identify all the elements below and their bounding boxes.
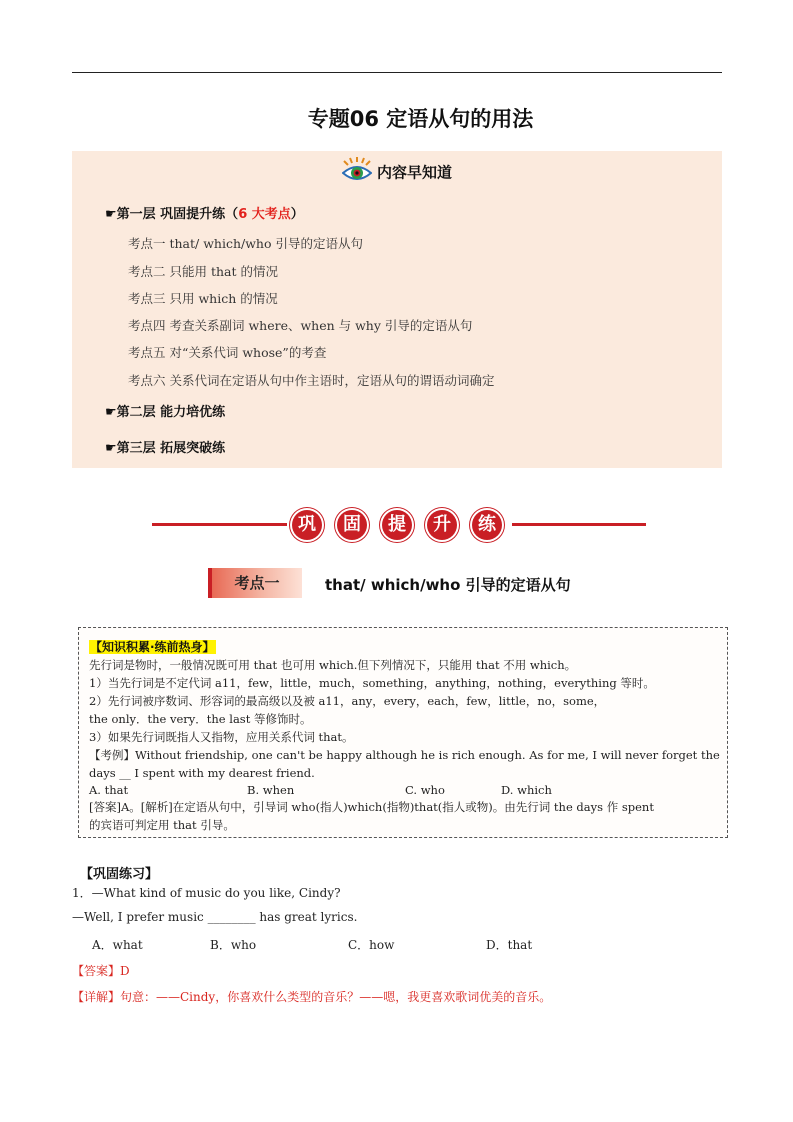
banner-char-4: 升: [427, 510, 457, 540]
knowledge-box: [78, 627, 728, 838]
banner-line-right: [512, 523, 646, 526]
answer: 【答案】D: [72, 964, 130, 978]
point-4: 考点四 考查关系副词 where、when 与 why 引导的定语从句: [128, 318, 473, 333]
banner-char-2: 固: [337, 510, 367, 540]
contents-summary-box: [72, 151, 722, 468]
knowledge-tag-text: 【知识积累·练前热身】: [90, 640, 215, 654]
level-1-label: ☛第一层 巩固提升练（: [105, 207, 239, 222]
page-title: 专题06 定语从句的用法: [307, 107, 534, 131]
banner-char-1: 巩: [292, 510, 322, 540]
example-line-2: days __ I spent with my dearest friend.: [89, 766, 315, 780]
knowledge-line-1: 先行词是物时，一般情况既可用 that 也可用 which.但下列情况下，只能用 that 不用 which。: [89, 658, 577, 672]
point-1: 考点一 that/ which/who 引导的定语从句: [128, 236, 363, 251]
kaodian-tab: [208, 568, 302, 598]
knowledge-tag: [89, 636, 216, 655]
summary-heading-text: 内容早知道: [377, 163, 453, 182]
example-line-1: 【考例】Without friendship, one can't be happy although he is rich enough. As for me, I will never forget the: [89, 748, 720, 762]
eye-icon: [342, 157, 372, 187]
option-c: C．how: [348, 938, 395, 952]
level-1-count: 6 大考点: [238, 207, 291, 222]
explanation: 【详解】句意：——Cindy，你喜欢什么类型的音乐？——嗯，我更喜欢歌词优美的音乐。: [72, 990, 552, 1004]
knowledge-line-4: the only．the very．the last 等修饰时。: [89, 712, 312, 726]
level-2-heading: ☛第二层 能力培优练: [105, 405, 226, 420]
header-rule: [72, 72, 722, 73]
example-answer-line-2: 的宾语可判定用 that 引导。: [89, 818, 235, 832]
example-answer-line-1: [答案]A。[解析]在定语从句中，引导词 who(指人)which(指物)that(指人或物)。由先行词 the days 作 spent: [89, 800, 654, 814]
kaodian-tab-label: 考点一: [234, 574, 280, 592]
level-3-heading: ☛第三层 拓展突破练: [105, 441, 226, 456]
question-1-blank: —Well, I prefer music ________ has great lyrics.: [72, 910, 358, 924]
option-a: A．what: [92, 938, 143, 952]
point-6: 考点六 关系代词在定语从句中作主语时，定语从句的谓语动词确定: [128, 373, 495, 388]
knowledge-line-3: 2）先行词被序数词、形容词的最高级以及被 a11，any，every，each，few，little，no，some，: [89, 694, 606, 708]
point-5: 考点五 对“关系代词 whose”的考查: [128, 345, 327, 360]
banner-char-5: 练: [472, 510, 502, 540]
example-option-b: B. when: [247, 783, 295, 797]
level-1-suffix: ）: [290, 207, 304, 222]
example-option-d: D. which: [501, 783, 552, 797]
point-3: 考点三 只用 which 的情况: [128, 291, 278, 306]
kaodian-title: that/ which/who 引导的定语从句: [325, 576, 571, 594]
knowledge-line-2: 1）当先行词是不定代词 a11，few，little，much，something，anything，nothing，everything 等时。: [89, 676, 655, 690]
option-b: B．who: [210, 938, 257, 952]
point-2: 考点二 只能用 that 的情况: [128, 264, 278, 279]
example-option-a: A. that: [89, 783, 129, 797]
example-option-c: C. who: [405, 783, 445, 797]
banner-char-3: 提: [382, 510, 412, 540]
option-d: D．that: [486, 938, 533, 952]
practice-header: 【巩固练习】: [80, 867, 159, 882]
banner-line-left: [152, 523, 287, 526]
question-1-stem: 1．—What kind of music do you like, Cindy?: [72, 886, 341, 900]
level-1-heading: [105, 203, 304, 222]
knowledge-line-5: 3）如果先行词既指人又指物，应用关系代词 that。: [89, 730, 354, 744]
summary-heading: [72, 157, 722, 187]
